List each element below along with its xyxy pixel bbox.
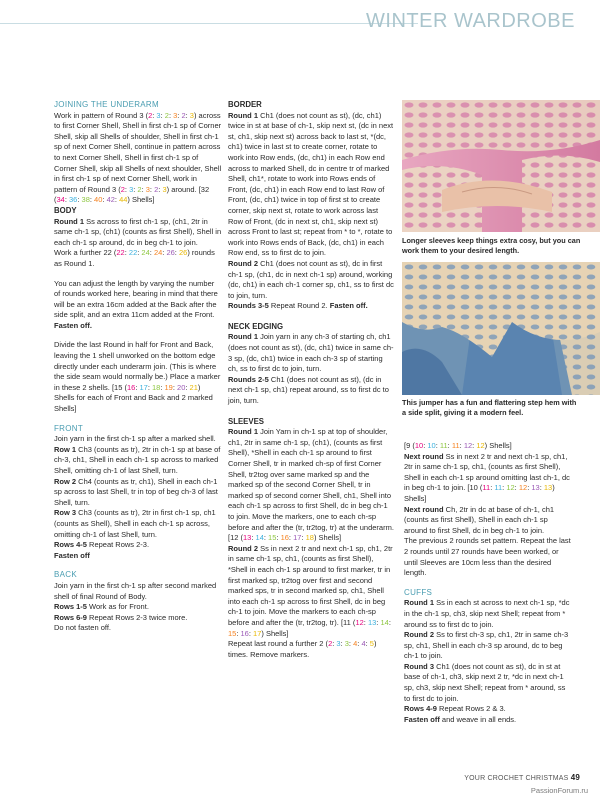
front-join: Join yarn in the first ch-1 sp after a marked shell.	[54, 434, 216, 444]
front-row2: Row 2 Ch4 (counts as tr, ch1), Shell in each ch-1 sp across to last Shell, tr in top of beg ch-3 of last Shell, turn.	[54, 476, 218, 507]
caption-sleeves: Longer sleeves keep things extra cosy, but you can work them to your desired length.	[402, 236, 581, 255]
watermark: PassionForum.ru	[530, 786, 588, 795]
body-heading: BODY	[54, 205, 77, 215]
border-rounds3-5: Rounds 3-5 Repeat Round 2. Fasten off.	[228, 301, 368, 311]
cuffs-round1: Round 1 Ss in each st across to next ch-1 sp, *dc in the ch-1 sp, ch3, skip next Shell; repeat from * around ss to first dc to join.	[404, 598, 570, 629]
hem-photo	[402, 262, 600, 395]
cuffs-heading: CUFFS	[404, 587, 433, 597]
body-further: Work a further 22 (22: 22: 24: 24: 26: 26) rounds as Round 1.	[54, 248, 215, 268]
cuffs-round3: Round 3 Ch1 (does not count as st), dc in st at base of ch-1, ch3, skip next 2 tr, *dc in next ch-1 sp, ch3, skip next Shell; repeat from * around, ss to first dc to join.	[404, 661, 566, 703]
sleeves-repeat: Repeat last round a further 2 (2: 3: 3: 4: 4: 5) times. Remove markers.	[228, 639, 377, 659]
neck-rounds2-5: Rounds 2-5 Ch1 (does not count as st), (dc in next ch-1 sp, ch1) repeat around, ss to first dc to join, turn.	[228, 374, 389, 406]
back-rows1-5: Rows 1-5 Work as for Front.	[54, 602, 149, 612]
front-rows4-5: Rows 4-5 Repeat Rows 2-3.	[54, 540, 150, 550]
column-right	[404, 441, 572, 725]
magazine-name: YOUR CROCHET CHRISTMAS	[464, 775, 569, 782]
body-fasten: Fasten off.	[54, 320, 92, 330]
page-number: 49	[570, 773, 580, 782]
cuffs-round2: Round 2 Ss to first ch-3 sp, ch1, 2tr in same ch-3 sp, ch1, Shell in each ch-3 sp around, dc to beg ch-1 to join.	[404, 630, 569, 661]
border-round2: Round 2 Ch1 (does not count as st), dc in first ch-1 sp, (ch1, dc in next ch-1 sp) around, working (dc, ch1) in each ch-1 corner sp, ch1, ss to first dc to join, turn.	[228, 258, 394, 300]
joining-text: Work in pattern of Round 3 (2: 3: 2: 3: 2: 3) across to first Corner Shell, Shell in first ch-1 sp of Corner Shell, skip all Shells of shoulder, Shell in first ch-1 sp of next Corner Shell, continue in pattern across to next Corner Shell, Shell in first ch-1 sp of Corner Shell, skip all Shells of next shoulder, Shell in first ch-1 sp of next Corner Shell, work in pattern of Round 3 (2: 3: 2: 3: 2: 3) around. [32 (34: 36: 38: 40: 42: 44) Shells]	[54, 110, 222, 205]
cuffs-rows4-9: Rows 4-9 Repeat Rows 2 & 3.	[404, 704, 506, 714]
front-row3: Row 3 Ch3 (counts as tr), 2tr in first ch-1 sp, ch1 (counts as Shell), Shell in each ch-1 sp across, omitting ch-1 of last Shell, turn.	[54, 508, 216, 539]
body-round1: Round 1 Ss across to first ch-1 sp, (ch1, 2tr in same ch-1 sp, (ch1) (counts as first Shell), Shell in each ch-1 sp around, dc in beg ch-1 to join.	[54, 216, 222, 247]
column-left	[54, 100, 222, 634]
body-divide: Divide the last Round in half for Front and Back, leaving the 1 shell unworked on the bottom edge directly under each underarm join. (This is where the side seam would normally be.) Place a marker in these 2 shells. [15 (16: 17: 18: 19: 20: 21) Shells for each of Front and Back and 2 marked Shells]	[54, 340, 221, 414]
body-adjust-note: You can adjust the length by varying the number of rounds worked here, bearing in mind that there will be an extra 16cm added at the Back after the side split, and an extra 11cm added at the Front.	[54, 278, 218, 320]
front-fasten: Fasten off	[54, 550, 90, 560]
sleeves-heading: SLEEVES	[228, 416, 264, 426]
front-heading: FRONT	[54, 423, 84, 433]
back-no-fasten: Do not fasten off.	[54, 623, 111, 633]
back-join: Join yarn in the first ch-1 sp after second marked shell of final Round of Body.	[54, 580, 217, 601]
border-heading: BORDER	[228, 100, 262, 109]
page-footer	[464, 773, 580, 782]
back-rows6-9: Rows 6-9 Repeat Rows 2-3 twice more.	[54, 612, 188, 622]
border-round1: Round 1 Ch1 (does not count as st), (dc, ch1) twice in st at base of ch-1, skip next st, (dc in next st, ch1, skip next st) across back to last st, *(dc, ch1) twice in last st to create corner, rotate to work into Row ends, (dc, ch1) in each Row end across to marked Shell, dc in centre tr of marked Shell, ch1*, rotate to work into Rows ends of Front, (dc, ch1) in each Row end to last Row of Front, (dc, ch1) twice in top of first st to create corner, skip next st, rotate to work across last Row of Front, (dc in next st, ch1, skip next st) across Front to last st; repeat from * to *, rotate to work into Rows ends of Back, (dc, ch1) in each Row end, ss to first dc to join.	[228, 110, 394, 258]
sleeves-round2: Round 2 Ss in next 2 tr and next ch-1 sp, ch1, 2tr in same ch-1 sp, ch1, (counts as first Shell), *Shell in each ch-1 sp around to first marker, tr in first marked sp, tr2tog over first and second marked sps, tr in second marked sp, ch1, Shell into each ch-1 sp across to first Shell, dc in beg ch-1 to join. Move the markers to each ch-sp before and after the (tr, tr2tog, tr). [11 (12: 13: 14: 15: 16: 17) Shells]	[228, 543, 393, 638]
sleeve-photo	[402, 100, 600, 232]
cuffs-fasten: Fasten off and weave in all ends.	[404, 714, 517, 724]
back-heading: BACK	[54, 570, 77, 580]
sleeves-continued: [9 (10: 10: 11: 11: 12: 12) Shells]	[404, 441, 512, 450]
next-round-1: Next round Ss in next 2 tr and next ch-1 sp, ch1, 2tr in same ch-1 sp, ch1, (counts as first Shell), Shell in each ch-1 sp around omitting last ch-1, dc in beg ch-1 to join. [10 (11: 11: 12: 12: 13: 13) Shells]	[404, 451, 570, 503]
sleeves-round1: Round 1 Join Yarn in ch-1 sp at top of shoulder, ch1, 2tr in same ch-1 sp, (ch1), (counts as first Shell), *Shell in each ch-1 sp around to first Corner Shell, tr in marked ch-sp of first Corner Shell, tr2tog over same marked sp and the marked sp of the second Corner Shell, tr in marked sp of second corner Shell, ch1, Shell into each ch-1 sp across to first Shell, dc in beg ch-1 to join. Move the markers, one to each ch-sp before and after the (tr, tr2tog, tr) at the underarm. [12 (13: 14: 15: 16: 17: 18) Shells]	[228, 427, 394, 543]
header-rule	[0, 23, 418, 24]
neck-heading: NECK EDGING	[228, 321, 284, 331]
joining-heading: JOINING THE UNDERARM	[54, 100, 159, 109]
caption-hem: This jumper has a fun and flattering step hem with a side split, giving it a modern feel.	[402, 398, 577, 417]
column-middle	[228, 100, 394, 660]
front-row1: Row 1 Ch3 (counts as tr), 2tr in ch-1 sp at base of ch-3, ch1, Shell in each ch-1 sp across to marked Shell, omitting ch-1 of last Shell, turn.	[54, 444, 221, 475]
neck-round1: Round 1 Join yarn in any ch-3 of starting ch, ch1 (does not count as st), (dc, ch1) twice in same ch-3 sp, (dc, ch1) twice in each ch-3 sp of starting ch, ss to first dc to join, turn.	[228, 332, 394, 374]
section-title: WINTER WARDROBE	[366, 10, 575, 32]
pattern-set-note: The previous 2 rounds set pattern. Repeat the last 2 rounds until 27 rounds have been worked, or until Sleeves are 10cm less than the desired length.	[404, 536, 571, 578]
next-round-2: Next round Ch, 2tr in dc at base of ch-1, ch1 (counts as first Shell), Shell in each ch-1 sp around to first Shell, dc in beg ch-1 to join.	[404, 504, 555, 535]
